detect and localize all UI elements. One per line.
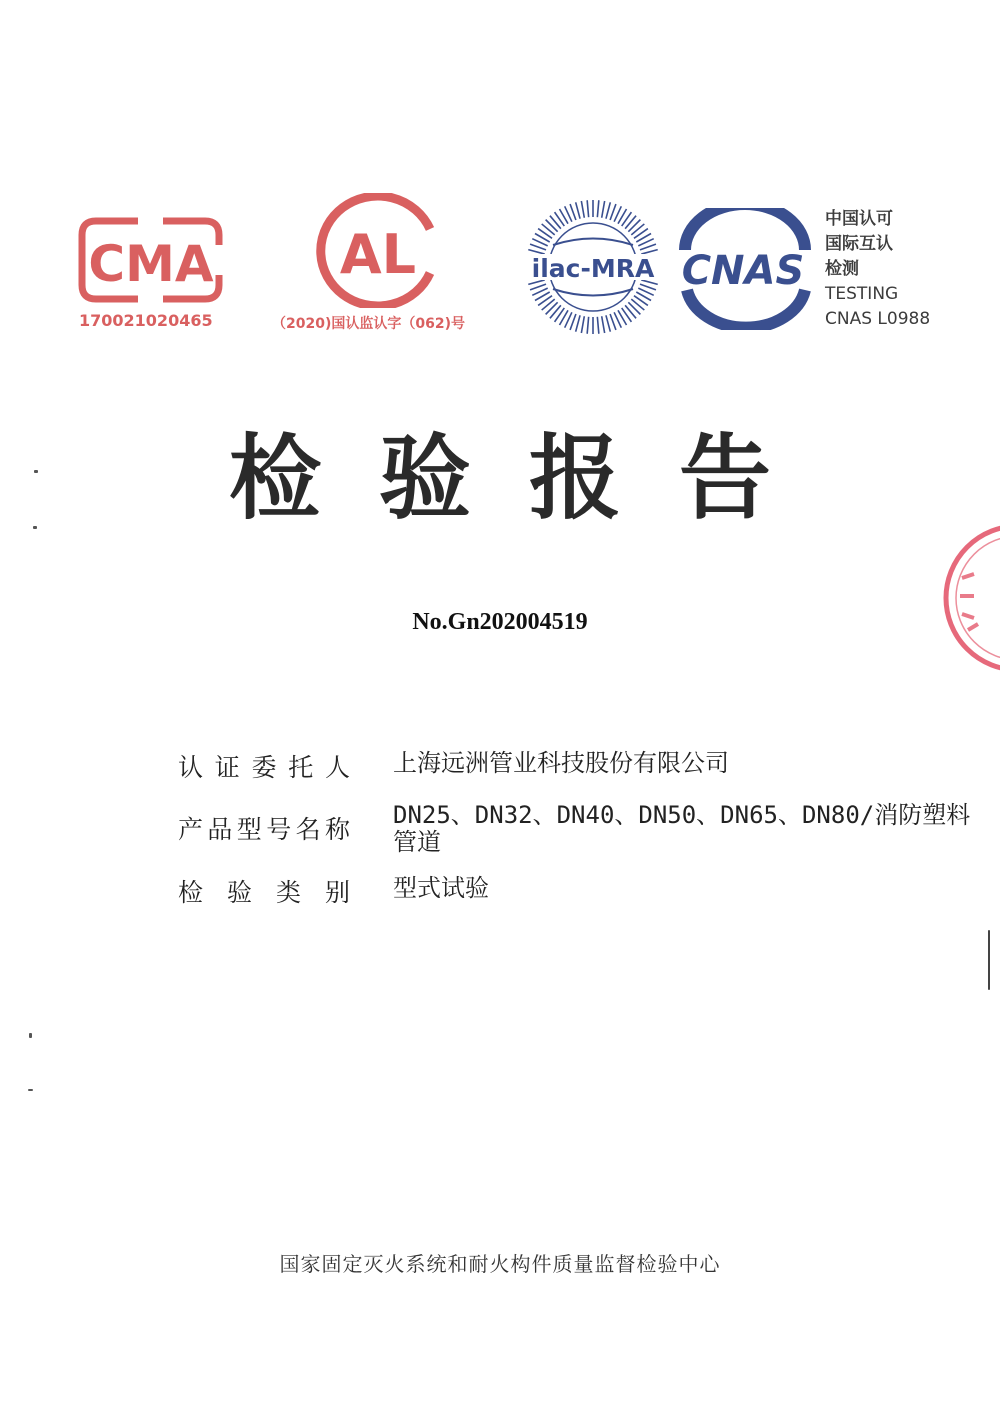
ilac-ray <box>597 317 598 334</box>
field-label-product: 产品型号名称 <box>178 815 350 844</box>
cal-logo <box>312 193 442 308</box>
cnas-line: 中国认可 <box>825 209 893 229</box>
scan-speck <box>33 526 37 529</box>
ilac-ray <box>610 204 616 220</box>
cal-mark-icon <box>312 193 442 308</box>
cnas-line: TESTING <box>825 284 899 304</box>
stamp-seal-icon <box>940 518 1000 678</box>
report-title: 检验报告 <box>228 425 829 532</box>
scan-edge-line <box>988 930 990 990</box>
ilac-ray <box>581 201 584 218</box>
ilac-ray <box>530 244 546 250</box>
svg-text:AL: AL <box>339 223 417 286</box>
ilac-ray <box>602 201 605 218</box>
field-label-client: 认证委托人 <box>178 753 350 782</box>
cnas-line: 检测 <box>825 259 859 279</box>
ilac-ray <box>597 200 598 217</box>
issuing-institution: 国家固定灭火系统和耐火构件质量监督检验中心 <box>279 1252 721 1276</box>
field-label-test-type: 检验类别 <box>178 878 350 907</box>
ilac-ray <box>610 314 616 330</box>
ilac-globe-icon <box>523 197 663 337</box>
ilac-ray <box>576 202 580 218</box>
ilac-ray <box>570 204 576 220</box>
ilac-ray <box>546 220 558 232</box>
ilac-ray <box>587 200 588 217</box>
cma-code: 170021020465 <box>79 311 213 330</box>
svg-text:CMA: CMA <box>88 235 214 293</box>
scan-speck <box>28 1089 33 1091</box>
ilac-ray <box>640 284 656 290</box>
field-value-client: 上海远洲管业科技股份有限公司 <box>393 749 729 777</box>
svg-text:ilac-MRA: ilac-MRA <box>531 254 655 283</box>
field-value-test-type: 型式试验 <box>393 874 489 902</box>
cma-logo <box>78 215 223 305</box>
official-stamp <box>940 518 1000 678</box>
field-value-product: DN25、DN32、DN40、DN50、DN65、DN80/消防塑料管道 <box>393 801 971 856</box>
cal-code: （2020)国认监认字（062)号 <box>272 316 465 332</box>
report-number: No.Gn202004519 <box>412 609 588 635</box>
ilac-ray <box>546 302 558 314</box>
cnas-line: CNAS L0988 <box>825 309 931 329</box>
cnas-line: 国际互认 <box>825 234 893 254</box>
ilac-ray <box>576 315 580 331</box>
ilac-ray <box>570 314 576 330</box>
ilac-ray <box>581 316 584 333</box>
cnas-accreditation-text <box>825 207 930 332</box>
cnas-mark-icon <box>667 208 822 330</box>
cma-mark-icon <box>78 215 223 305</box>
ilac-ray <box>628 302 640 314</box>
ilac-ray <box>530 284 546 290</box>
cnas-logo <box>667 208 822 330</box>
ilac-ray <box>640 244 656 250</box>
svg-text:CNAS: CNAS <box>681 248 805 294</box>
ilac-ray <box>602 316 605 333</box>
ilac-ray <box>606 202 610 218</box>
ilac-mra-logo <box>523 197 663 337</box>
scan-speck <box>34 470 38 473</box>
ilac-ray <box>587 317 588 334</box>
ilac-ray <box>606 315 610 331</box>
scan-speck <box>29 1033 32 1038</box>
ilac-ray <box>628 220 640 232</box>
